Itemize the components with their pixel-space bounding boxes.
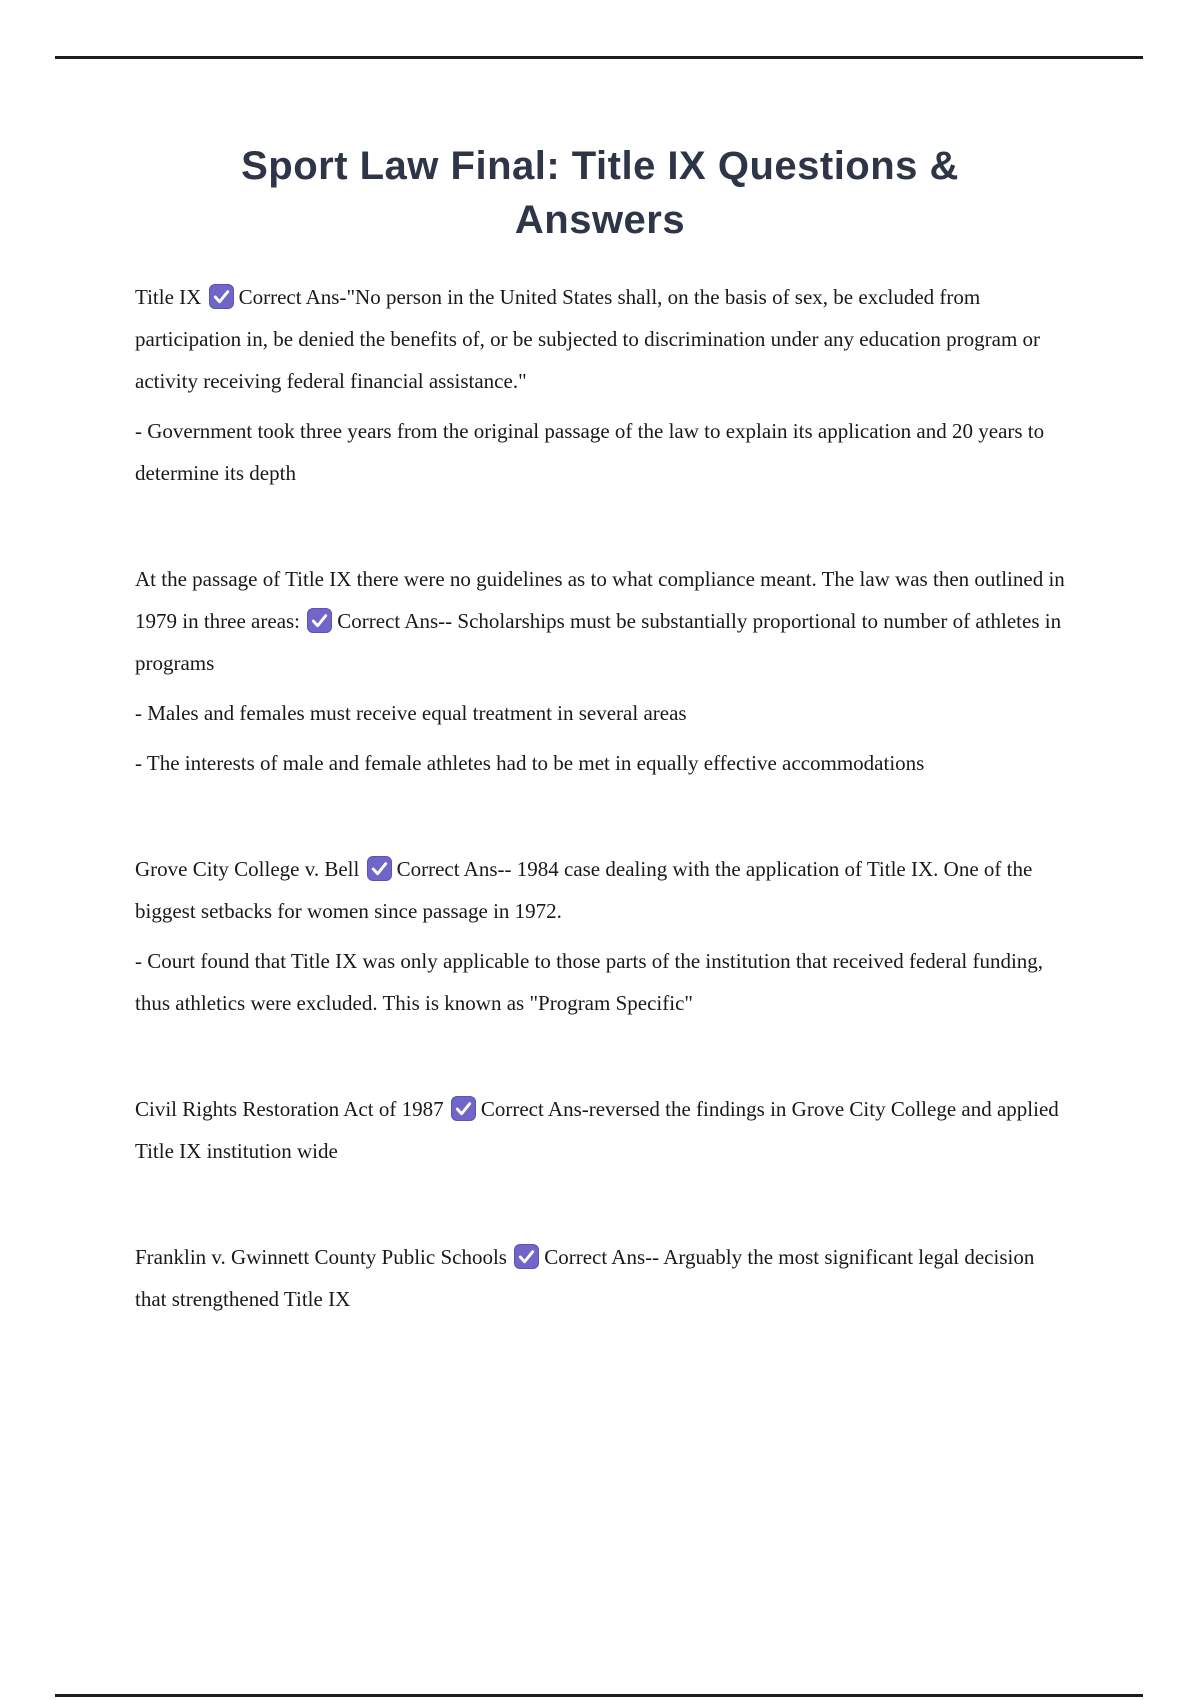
paragraph [135, 742, 1070, 784]
paragraph [135, 940, 1070, 1024]
paragraph [135, 276, 1070, 402]
top-horizontal-rule [55, 56, 1143, 59]
text-run: - Government took three years from the original passage of the law to explain its application and 20 years to determine its depth [135, 419, 1045, 485]
correct-answer-checkbox-icon [307, 608, 332, 633]
correct-answer-checkbox-icon [367, 856, 392, 881]
text-run: Correct Ans-- Scholarships must be substantially proportional to number of athletes in programs [135, 609, 1062, 675]
paragraph [135, 1236, 1070, 1320]
correct-answer-checkbox-icon [451, 1096, 476, 1121]
document-body [135, 276, 1070, 1384]
qa-group [135, 1236, 1070, 1320]
qa-groups [135, 276, 1070, 1320]
text-run: Correct Ans-reversed the findings in Grove City College and applied Title IX institution wide [135, 1097, 1059, 1163]
text-run: Correct Ans-"No person in the United States shall, on the basis of sex, be excluded from participation in, be denied the benefits of, or be subjected to discrimination under any education program or activity receiving federal financial assistance." [135, 285, 1041, 393]
paragraph [135, 692, 1070, 734]
bottom-horizontal-rule [55, 1694, 1143, 1697]
text-run: Correct Ans-- 1984 case dealing with the application of Title IX. One of the biggest setbacks for women since passage in 1972. [135, 857, 1033, 923]
correct-answer-checkbox-icon [209, 284, 234, 309]
text-run: Civil Rights Restoration Act of 1987 [135, 1097, 449, 1121]
text-run: Franklin v. Gwinnett County Public Schools [135, 1245, 513, 1269]
paragraph [135, 848, 1070, 932]
paragraph [135, 558, 1070, 684]
qa-group [135, 848, 1070, 1024]
text-run: Title IX [135, 285, 207, 309]
correct-answer-checkbox-icon [514, 1244, 539, 1269]
qa-group [135, 1088, 1070, 1172]
paragraph [135, 410, 1070, 494]
text-run: Grove City College v. Bell [135, 857, 365, 881]
page-title-line-2: Answers [514, 197, 686, 242]
page-title-line-1: Sport Law Final: Title IX Questions & [241, 143, 959, 188]
qa-group [135, 276, 1070, 494]
text-run: - The interests of male and female athletes had to be met in equally effective accommodations [135, 751, 925, 775]
text-run: - Court found that Title IX was only applicable to those parts of the institution that received federal funding, thus athletics were excluded. This is known as "Program Specific" [135, 949, 1044, 1015]
text-run: Correct Ans-- Arguably the most significant legal decision that strengthened Title IX [135, 1245, 1035, 1311]
paragraph [135, 1088, 1070, 1172]
text-run: - Males and females must receive equal treatment in several areas [135, 701, 687, 725]
page-title [100, 139, 1100, 247]
qa-group [135, 558, 1070, 784]
text-run: At the passage of Title IX there were no guidelines as to what compliance meant. The law was then outlined in 1979 in three areas: [135, 567, 1065, 633]
